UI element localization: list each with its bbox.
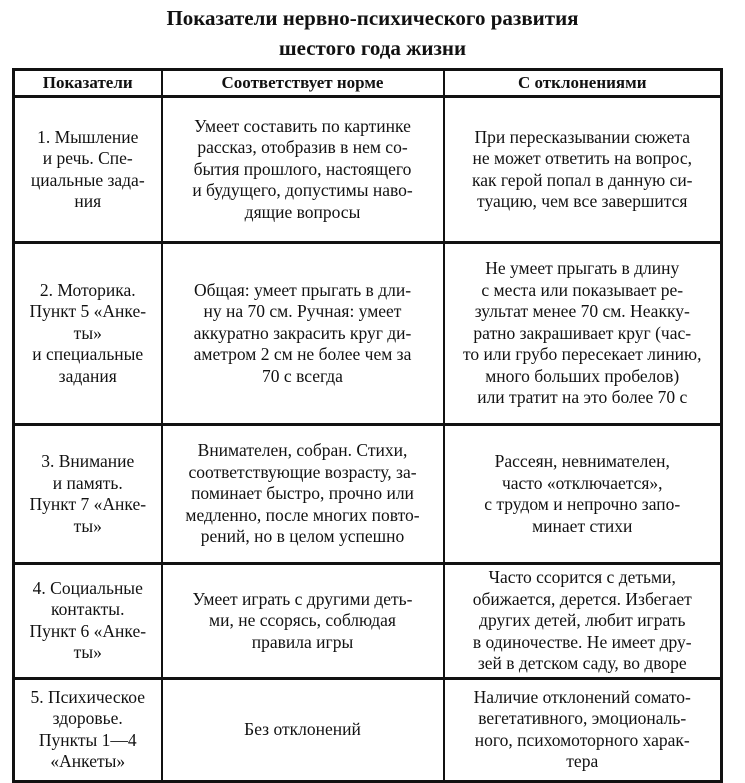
cell-line: ты» <box>73 642 102 663</box>
cell-line: Пункт 7 «Анке- <box>29 494 147 514</box>
cell-line: аметром 2 см не более чем за <box>193 344 412 365</box>
cell-line: 70 с всегда <box>262 365 343 386</box>
table-row <box>14 425 722 564</box>
indicator-cell <box>14 243 162 425</box>
cell-line: 5. Психическое <box>30 686 145 707</box>
cell-line: с места или показывает ре- <box>481 279 684 300</box>
cell-line: контакты. <box>51 599 125 620</box>
indicator-cell <box>14 97 162 243</box>
cell-line: При пересказывании сюжета <box>474 126 691 147</box>
table-row <box>14 97 722 243</box>
cell-line: как герой попал в данную си- <box>471 169 693 190</box>
cell-line: ного, психомоторного харак- <box>474 729 690 750</box>
cell-line: Пункт 6 «Анке- <box>29 620 147 641</box>
deviation-cell <box>444 678 722 781</box>
cell-line: других детей, любит играть <box>479 610 686 630</box>
cell-line: ратно закрашивает круг (час- <box>473 322 692 343</box>
cell-line: ты» <box>73 515 102 536</box>
column-header-norm: Соответствует норме <box>162 70 444 97</box>
cell-line: зей в детском саду, во дворе <box>477 653 687 673</box>
cell-line: циальные зада- <box>30 169 145 190</box>
cell-line: дящие вопросы <box>244 201 361 222</box>
cell-line: Общая: умеет прыгать в дли- <box>193 279 412 300</box>
title-line-1: Показатели нервно-психического развития <box>166 6 579 30</box>
cell-line: 2. Моторика. <box>39 279 136 300</box>
cell-line: 1. Мышление <box>37 126 139 147</box>
cell-line: Пункт 5 «Анке- <box>29 301 147 322</box>
indicator-cell <box>14 425 162 564</box>
cell-line: тера <box>566 751 599 771</box>
column-header-indicators: Показатели <box>14 70 162 97</box>
cell-line: обижается, дерется. Избегает <box>472 588 692 609</box>
cell-line: аккуратно закрасить круг ди- <box>193 322 412 343</box>
cell-line: не может ответить на вопрос, <box>472 148 692 168</box>
cell-line: 4. Социальные <box>32 577 143 598</box>
cell-line: и речь. Спе- <box>42 148 133 168</box>
table-row <box>14 243 722 425</box>
cell-line: 3. Внимание <box>41 451 135 471</box>
cell-line: или тратит на это более 70 с <box>477 387 688 408</box>
norm-cell <box>162 243 444 425</box>
cell-line: зультат менее 70 см. Неакку- <box>474 301 690 322</box>
cell-line: с трудом и непрочно запо- <box>484 494 681 514</box>
cell-line: Часто ссорится с детьми, <box>488 567 676 587</box>
cell-line: много больших пробелов) <box>485 365 680 386</box>
cell-line: вегетативного, эмоциональ- <box>478 708 687 728</box>
cell-line: ми, не ссорясь, соблюдая <box>209 610 396 630</box>
cell-line: поминает быстро, прочно или <box>191 483 414 504</box>
deviation-cell <box>444 425 722 564</box>
cell-line: часто «отключается», <box>501 472 663 493</box>
cell-line: Умеет играть с другими деть- <box>192 588 413 609</box>
cell-line: здоровье. <box>52 708 123 728</box>
cell-line: минает стихи <box>532 515 633 536</box>
cell-line: рений, но в целом успешно <box>200 526 405 547</box>
cell-line: Пункты 1—4 <box>38 729 137 750</box>
column-header-deviation: С отклонениями <box>444 70 722 97</box>
cell-line: Наличие отклонений сомато- <box>473 686 691 707</box>
cell-line: соответствующие возрасту, за- <box>188 461 417 482</box>
cell-line: бытия прошлого, настоящего <box>193 158 412 179</box>
indicator-cell <box>14 564 162 679</box>
cell-line: Не умеет прыгать в длину <box>485 258 680 279</box>
page-title <box>0 0 745 65</box>
table-row <box>14 564 722 679</box>
cell-line: то или грубо пересекает линию, <box>462 344 702 365</box>
norm-cell <box>162 97 444 243</box>
norm-cell <box>162 564 444 679</box>
cell-line: «Анкеты» <box>50 751 126 771</box>
cell-line: Рассеян, невнимателен, <box>494 451 670 471</box>
deviation-cell <box>444 97 722 243</box>
cell-line: в одиночестве. Не имеет дру- <box>472 631 692 652</box>
header-row <box>14 70 722 97</box>
cell-line: ния <box>74 191 102 211</box>
deviation-cell <box>444 564 722 679</box>
indicator-cell <box>14 678 162 781</box>
cell-line: рассказ, отобразив в нем со- <box>197 137 408 158</box>
table-row <box>14 678 722 781</box>
cell-line: медленно, после многих повто- <box>185 504 420 525</box>
norm-cell <box>162 425 444 564</box>
cell-line: Внимателен, собран. Стихи, <box>197 440 408 461</box>
norm-cell <box>162 678 444 781</box>
cell-line: и специальные <box>32 344 144 365</box>
cell-line: задания <box>58 365 117 386</box>
cell-line: и будущего, допустимы наво- <box>192 180 413 201</box>
development-table <box>12 68 723 783</box>
deviation-cell <box>444 243 722 425</box>
cell-line: ты» <box>73 322 102 343</box>
cell-line: правила игры <box>251 631 354 652</box>
cell-line: Умеет составить по картинке <box>194 115 411 136</box>
cell-line: и память. <box>52 472 123 493</box>
cell-line: ну на 70 см. Ручная: умеет <box>203 301 402 322</box>
cell-line: туацию, чем все завершится <box>477 191 688 211</box>
title-line-2: шестого года жизни <box>278 36 467 60</box>
cell-line: Без отклонений <box>244 718 361 739</box>
